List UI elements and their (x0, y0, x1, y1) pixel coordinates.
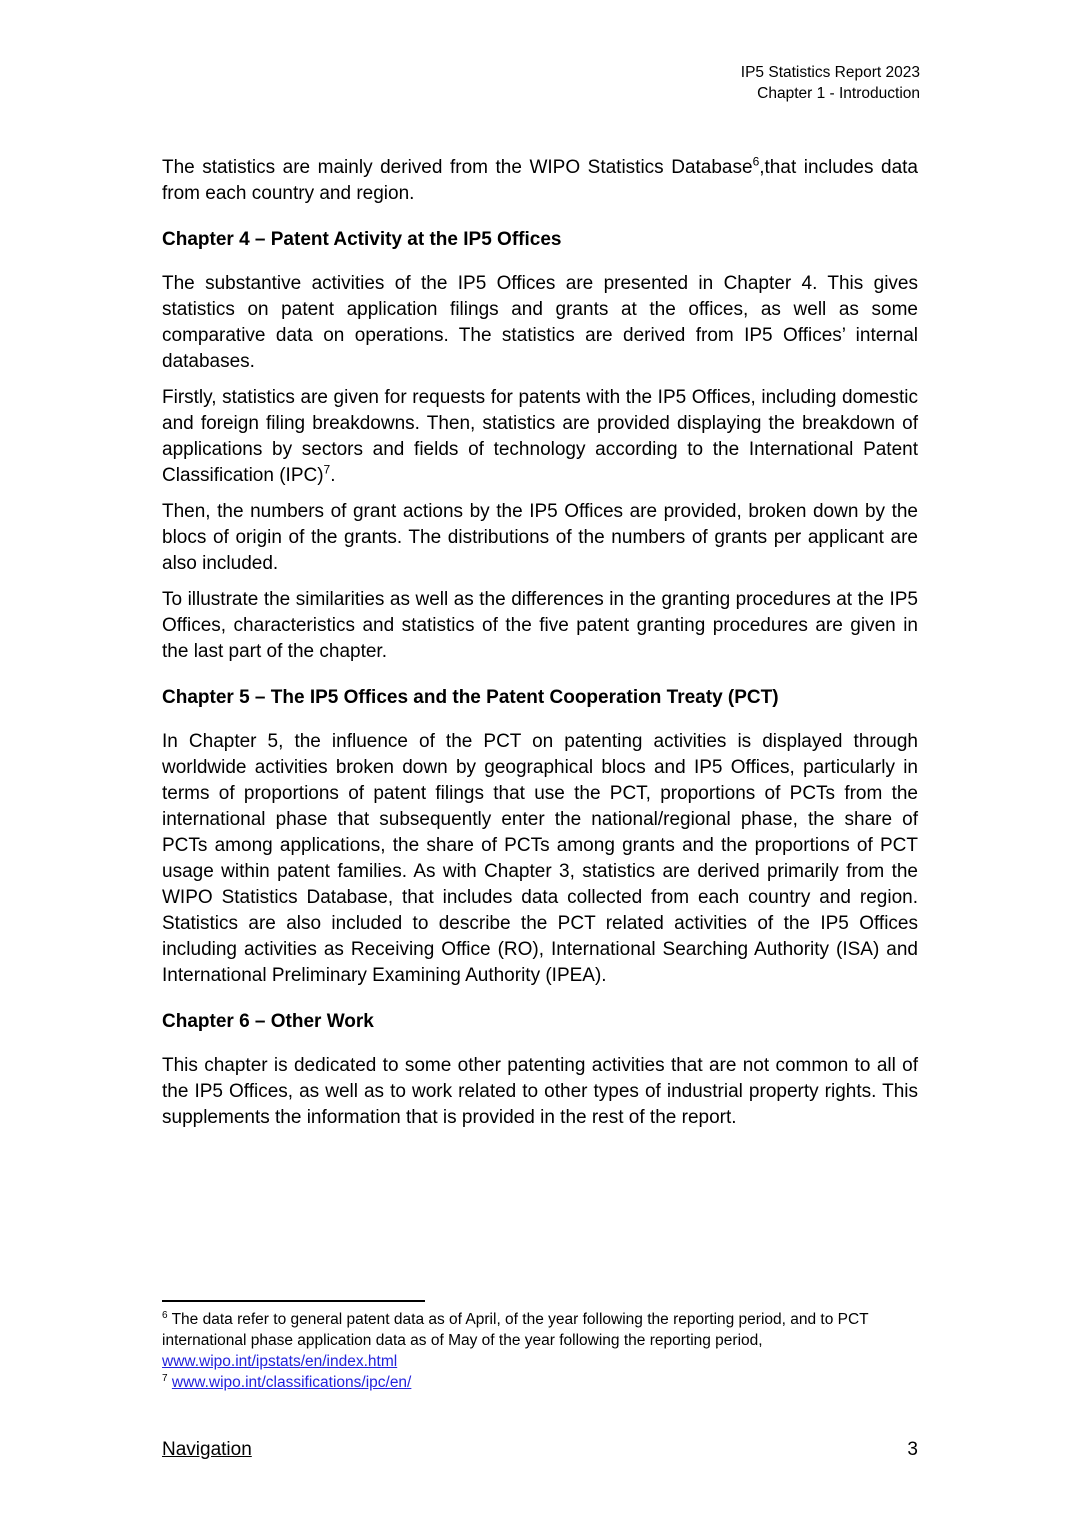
heading-chapter-5: Chapter 5 – The IP5 Offices and the Patent Cooperation Treaty (PCT) (162, 687, 779, 708)
footnotes-section (162, 1300, 918, 1393)
paragraph-intro (162, 155, 918, 207)
paragraph-intro-text: The statistics are mainly derived from the WIPO Statistics Database (162, 157, 753, 178)
header-report-title: IP5 Statistics Report 2023 (740, 64, 920, 81)
footnote-7-link[interactable]: www.wipo.int/classifications/ipc/en/ (171, 1374, 412, 1391)
footnote-ref-6: 6 (752, 154, 760, 169)
page-footer (162, 1437, 918, 1463)
paragraph-ch4-filings (162, 385, 918, 489)
footnote-6-marker: 6 (162, 1309, 168, 1321)
footnote-6-text: The data refer to general patent data as of April, of the year following the reporting period, and to PCT international phase application data as of May of the year following the reporting period, (162, 1311, 869, 1349)
header-chapter-subtitle: Chapter 1 - Introduction (757, 85, 920, 102)
paragraph-ch4-filings-text-cont: . (330, 465, 336, 486)
footnote-6-link[interactable]: www.wipo.int/ipstats/en/index.html (162, 1353, 398, 1370)
paragraph-ch4-grants: Then, the numbers of grant actions by the IP5 Offices are provided, broken down by the blocs of origin of the grants. The distributions of the numbers of grants per applicant are also included. (162, 501, 918, 574)
navigation-link[interactable]: Navigation (162, 1439, 252, 1460)
page-header (741, 62, 920, 104)
paragraph-intro-text-cont: ,that includes data from each country and region. (162, 157, 918, 204)
document-body (162, 155, 918, 1141)
paragraph-ch5-overview: In Chapter 5, the influence of the PCT on patenting activities is displayed through worldwide activities broken down by geographical blocs and IP5 Offices, particularly in terms of proportions of patent filings that use the PCT, proportions of PCTs from the international phase that subsequently enter the national/regional phase, the share of PCTs among applications, the share of PCTs among grants and the proportions of PCT usage within patent families. As with Chapter 3, statistics are derived primarily from the WIPO Statistics Database, that includes data collected from each country and region. Statistics are also included to describe the PCT related activities of the IP5 Offices including activities as Receiving Office (RO), International Searching Authority (ISA) and International Preliminary Examining Authority (IPEA). (162, 731, 918, 986)
paragraph-ch4-procedures: To illustrate the similarities as well as the differences in the granting procedures at the IP5 Offices, characteristics and statistics of the five patent granting procedures are given in the last part of the chapter. (162, 589, 918, 662)
heading-chapter-6: Chapter 6 – Other Work (162, 1011, 374, 1032)
page-number: 3 (907, 1439, 918, 1460)
paragraph-ch4-overview: The substantive activities of the IP5 Offices are presented in Chapter 4. This gives statistics on patent application filings and grants at the offices, as well as some comparative data on operations. The statistics are derived from IP5 Offices’ internal databases. (162, 273, 918, 372)
footnote-7 (162, 1372, 918, 1393)
heading-chapter-4: Chapter 4 – Patent Activity at the IP5 Offices (162, 229, 562, 250)
paragraph-ch6-overview: This chapter is dedicated to some other patenting activities that are not common to all of the IP5 Offices, as well as to work related to other types of industrial property rights. This supplements the information that is provided in the rest of the report. (162, 1055, 918, 1128)
paragraph-ch4-filings-text: Firstly, statistics are given for requests for patents with the IP5 Offices, including domestic and foreign filing breakdowns. Then, statistics are provided displaying the breakdown of applications by sectors and fields of technology according to the International Patent Classification (IPC) (162, 387, 918, 486)
footnote-ref-7: 7 (323, 462, 331, 477)
footnote-6 (162, 1309, 918, 1372)
footnote-separator (162, 1300, 425, 1302)
footnote-7-marker: 7 (162, 1372, 168, 1384)
